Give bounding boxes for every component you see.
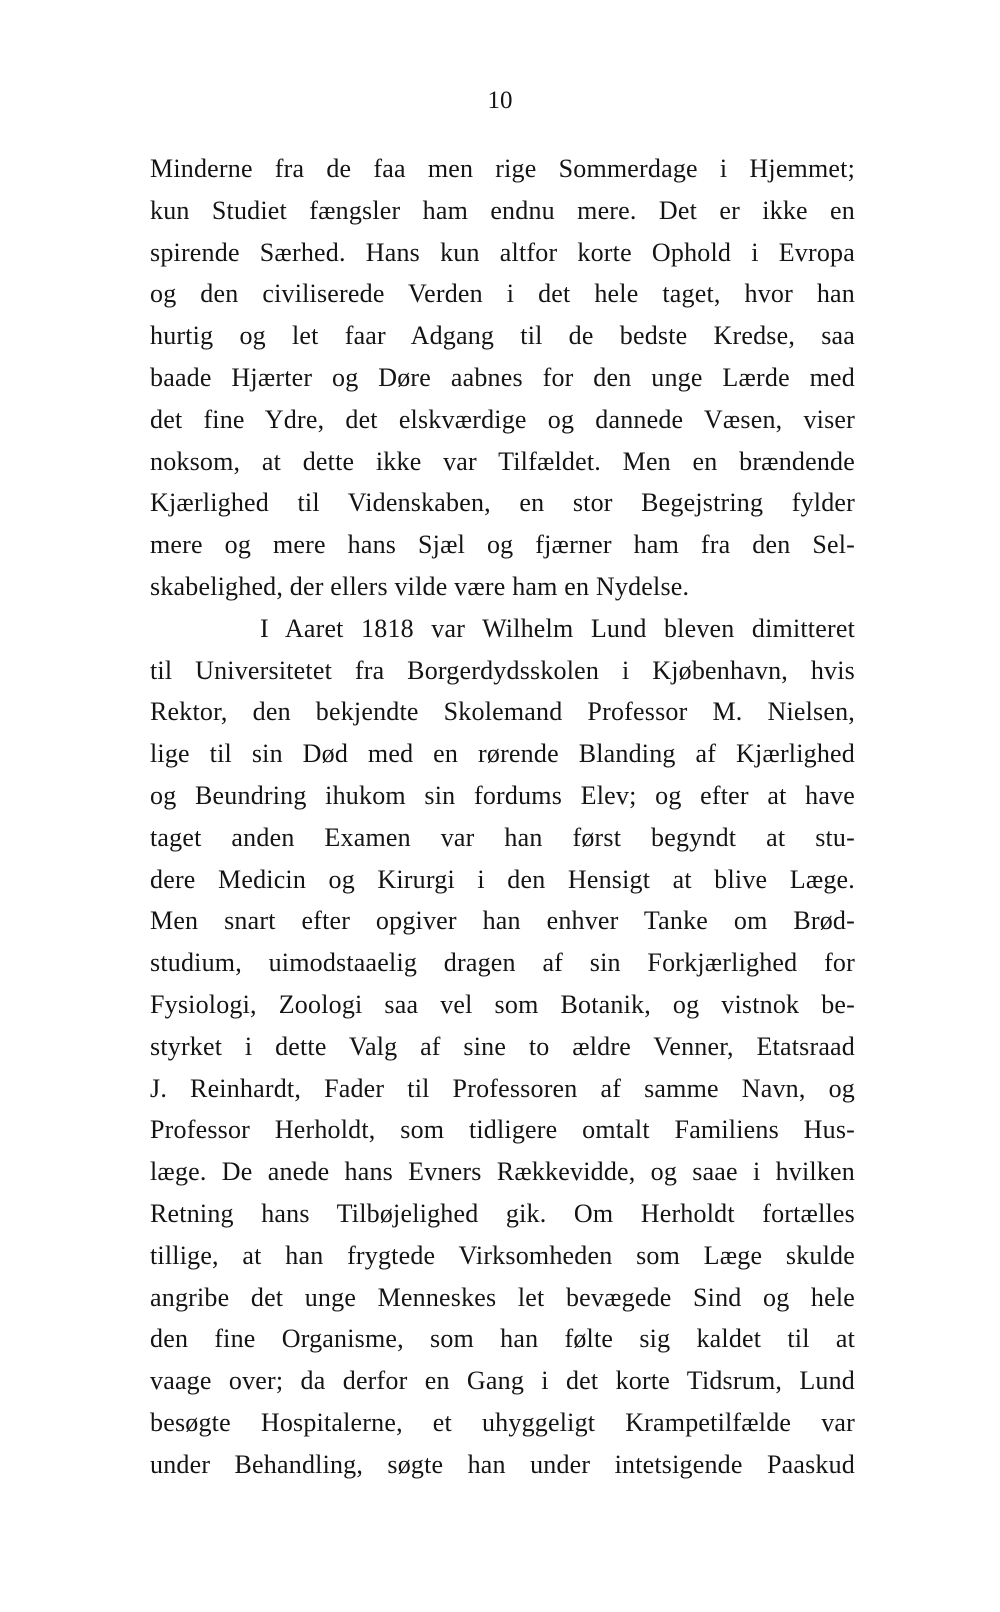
text-line: taget anden Examen var han først begyndt at stu- (150, 822, 855, 852)
text-line: den fine Organisme, som han følte sig kaldet til at (150, 1324, 855, 1354)
text-line: spirende Særhed. Hans kun altfor korte Ophold i Evropa (150, 237, 855, 267)
text-line: J. Reinhardt, Fader til Professoren af samme Navn, og (150, 1073, 855, 1103)
text-line: Kjærlighed til Videnskaben, en stor Begejstring fylder (150, 488, 855, 518)
text-line: Retning hans Tilbøjelighed gik. Om Herholdt fortælles (150, 1198, 855, 1228)
text-line: og Beundring ihukom sin fordums Elev; og efter at have (150, 780, 855, 810)
page-number: 10 (487, 87, 513, 114)
text-line: Men snart efter opgiver han enhver Tanke om Brød- (150, 906, 855, 936)
text-line: hurtig og let faar Adgang til de bedste Kredse, saa (150, 321, 855, 351)
text-line: besøgte Hospitalerne, et uhyggeligt Krampetilfælde var (150, 1407, 855, 1437)
text-line: kun Studiet fængsler ham endnu mere. Det er ikke en (150, 195, 855, 225)
text-line-indented: I Aaret 1818 var Wilhelm Lund bleven dimitteret (260, 613, 855, 643)
text-line: lige til sin Død med en rørende Blanding af Kjærlighed (150, 739, 855, 769)
text-line: styrket i dette Valg af sine to ældre Venner, Etatsraad (150, 1031, 855, 1061)
text-line: vaage over; da derfor en Gang i det korte Tidsrum, Lund (150, 1366, 855, 1396)
text-line: Minderne fra de faa men rige Sommerdage i Hjemmet; (150, 154, 855, 183)
text-line: læge. De anede hans Evners Rækkevidde, og saae i hvilken (150, 1157, 855, 1187)
text-line: baade Hjærter og Døre aabnes for den unge Lærde med (150, 362, 855, 392)
text-line: skabelighed, der ellers vilde være ham en Nydelse. (150, 571, 690, 601)
text-line: Rektor, den bekjendte Skolemand Professor M. Nielsen, (150, 697, 855, 727)
text-line: og den civiliserede Verden i det hele taget, hvor han (150, 279, 855, 309)
body-text (150, 148, 855, 1486)
text-line: Fysiologi, Zoologi saa vel som Botanik, og vistnok be- (150, 989, 855, 1019)
text-line: det fine Ydre, det elskværdige og dannede Væsen, viser (150, 404, 855, 434)
text-line: mere og mere hans Sjæl og fjærner ham fra den Sel- (150, 530, 855, 560)
text-line: tillige, at han frygtede Virksomheden som Læge skulde (150, 1240, 855, 1270)
text-line: under Behandling, søgte han under intetsigende Paaskud (150, 1449, 855, 1479)
text-line: Professor Herholdt, som tidligere omtalt Familiens Hus- (150, 1115, 855, 1145)
text-line: noksom, at dette ikke var Tilfældet. Men en brændende (150, 446, 855, 476)
text-line: studium, uimodstaaelig dragen af sin Forkjærlighed for (150, 948, 855, 978)
text-line: angribe det unge Menneskes let bevægede Sind og hele (150, 1282, 855, 1312)
text-line: dere Medicin og Kirurgi i den Hensigt at blive Læge. (150, 864, 855, 894)
text-line: til Universitetet fra Borgerdydsskolen i Kjøbenhavn, hvis (150, 655, 855, 685)
